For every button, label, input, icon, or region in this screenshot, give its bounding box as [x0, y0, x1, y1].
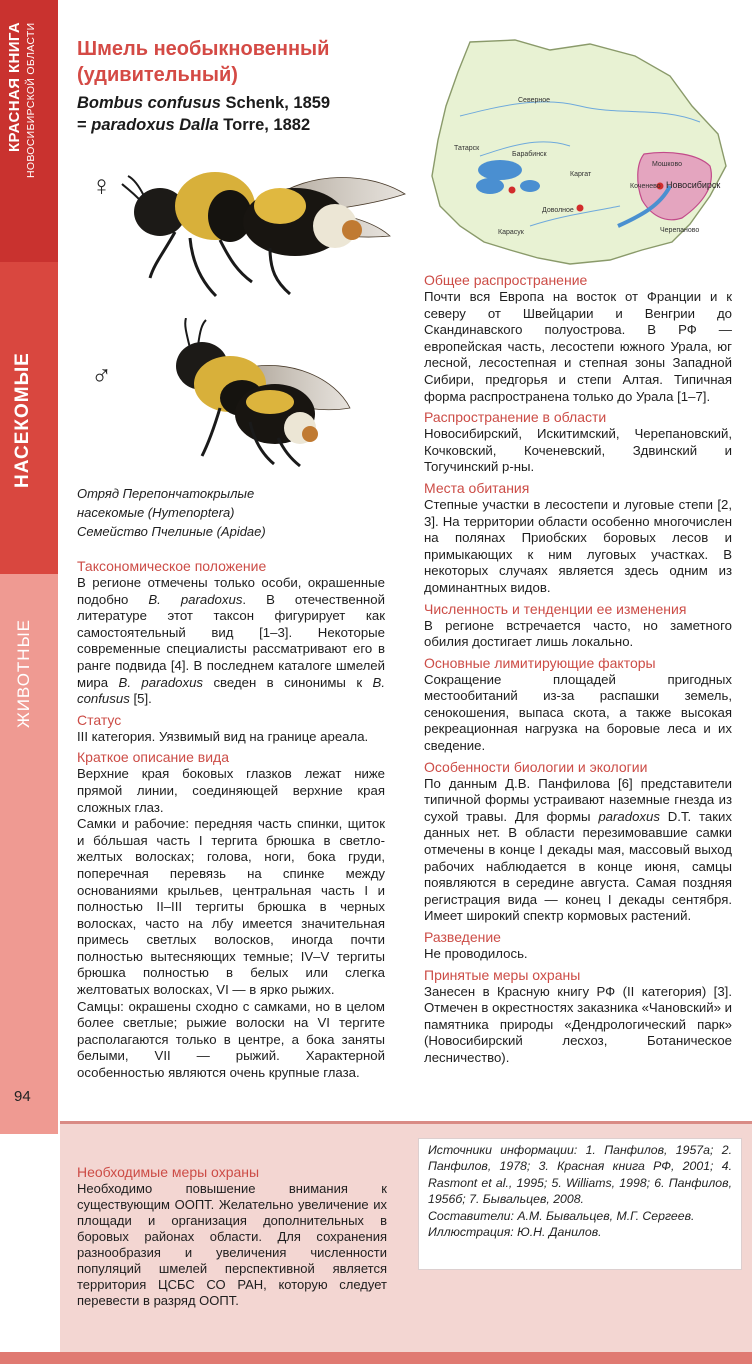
species-title-line2: (удивительный) [77, 64, 238, 86]
book-title: КРАСНАЯ КНИГА [6, 21, 23, 152]
page-number: 94 [14, 1088, 31, 1105]
map-label-5: Коченево [630, 183, 661, 190]
map-label-0: Северное [518, 97, 551, 104]
population-heading: Численность и тенденции ее изменения [424, 600, 687, 617]
taxonomy-order-latin: насекомые (Hymenoptera) [77, 505, 235, 520]
needed-heading: Необходимые меры охраны [77, 1164, 260, 1180]
distribution-heading: Общее распространение [424, 272, 588, 288]
needed-measures [77, 1160, 387, 1309]
species-title-line1: Шмель необыкновенный [77, 38, 330, 60]
category-label: ЖИВОТНЫЕ [14, 619, 33, 728]
latin-author: Schenk, 1859 [225, 94, 331, 112]
description-heading: Краткое описание вида [77, 749, 229, 766]
factors-text: Сокращение площадей пригодных местообитаний из-за распашки земель, сенокошения, выпаса скота, а также высокая рекреационная нагрузка на боровые леса и их сведение. [424, 671, 732, 754]
species-title [77, 36, 417, 88]
map-label-6: Новосибирск [666, 180, 721, 190]
synonym-prefix: = [77, 116, 92, 134]
right-column [424, 268, 732, 1067]
taxonomy-block [77, 484, 387, 541]
population-text: В регионе встречается часто, но заметного обилия достигает лишь локально. [424, 617, 732, 650]
taxonomy-order: Отряд Перепончатокрылые [77, 486, 255, 501]
description-p2: Самки и рабочие: передняя часть спинки, щиток и бóльшая часть I тергита брюшка в светло-желтых волосках; голова, ноги, бока груди, поперечная перевязь на спинке между основаниями крыльев, центральная часть I и полностью II–III тергиты брюшка в черных волосках, часто на лбу имеется значительная примесь светлых волосков, иногда почти полностью вытесняющих темные; IV–V тергиты брюшка полностью в белых или слегка желтоватых волосках, VI — в ярко рыжих. [77, 816, 385, 998]
breeding-heading: Разведение [424, 929, 501, 945]
map-label-1: Татарск [454, 145, 480, 152]
region-heading: Распространение в области [424, 409, 607, 426]
sources-list: Источники информации: 1. Панфилов, 1957а; 2. Панфилов, 1978; 3. Красная книга РФ, 2001; 4. Rasmont et al., 1995; 5. Williams, 1998; 6. Панфилов, 1956б; 7. Бывальцев, 2008. [428, 1143, 732, 1207]
distribution-map [420, 36, 732, 270]
section-label: НАСЕКОМЫЕ [12, 352, 33, 488]
female-symbol: ♀ [91, 170, 112, 201]
description-p3: Самцы: окрашены сходно с самками, но в целом более светлые; рыжие волоски на VI тергите располагаются только в центре, а бока заняты белыми, VII — рыжий. Характерной особенностью являются очень крупные глаза. [77, 998, 385, 1081]
region-text: Новосибирский, Искитимский, Черепановский, Кочковский, Коченевский, Здвинский и Тогучинский р-ны. [424, 426, 732, 475]
distribution-text: Почти вся Европа на восток от Франции и к северу от Швейцарии и Венгрии до Скандинавского полуострова. В РФ — европейская часть, лесостепи южного Урала, юг лесной, лесостепная и степная зоны Западной Сибири, предгорья и степи Алтая. Типичная форма распространена только до Урала [1–7]. [424, 289, 732, 404]
sources-text-block [428, 1142, 732, 1240]
map-label-9: Черепаново [660, 227, 700, 234]
map-label-4: Мошково [652, 161, 682, 168]
map-label-3: Каргат [570, 171, 592, 178]
measures-text: Занесен в Красную книгу РФ (II категория) [3]. Отмечен в окрестностях заказника «Чановский» и памятника природы «Дендрологический парк» (Новосибирский лесхоз, Ботаническое лесничество). [424, 983, 732, 1065]
map-label-8: Карасук [498, 229, 524, 236]
taxonomy-family: Семейство Пчелиные (Apidae) [77, 524, 266, 539]
biology-text: По данным Д.В. Панфилова [6] представители типичной формы устраивают наземные гнезда из сухой травы. Для формы paradoxus D.T. таких данных нет. В области перезимовавшие самки отмечены в конце I декады мая, массовый выход рабочих наблюдается в конце июня, самцы появляются в середине августа. Самая поздняя регистрация вида — конец I декады сентября. Имеет широкий спектр кормовых растений. [424, 775, 732, 924]
compilers: Составители: А.М. Бывальцев, М.Г. Сергеев. [428, 1208, 695, 1223]
synonym-author: Torre, 1882 [223, 116, 311, 134]
map-label-2: Барабинск [512, 151, 547, 158]
status-heading: Статус [77, 711, 122, 728]
latin-name [77, 92, 417, 136]
male-symbol: ♂ [91, 360, 112, 391]
status-text: III категория. Уязвимый вид на границе ареала. [77, 728, 369, 744]
illustration-credit: Иллюстрация: Ю.Н. Данилов. [428, 1225, 602, 1240]
measures-heading: Принятые меры охраны [424, 966, 581, 983]
footer-bar [0, 1352, 752, 1364]
latin-binomial: Bombus confusus [77, 94, 221, 112]
book-subtitle: НОВОСИБИРСКОЙ ОБЛАСТИ [25, 22, 37, 178]
male-bee-illustration [150, 318, 355, 468]
habitat-text: Степные участки в лесостепи и луговые степи [2, 3]. На территории области особенно многочислен на полянах Приобских боровых лесов и примыкающих к ним луговых участках. В некоторых случаях является здесь одним из доминантных видов. [424, 496, 732, 595]
description-p1: Верхние края боковых глазков лежат ниже прямой линии, соединяющей верхние края сложных глаз. [77, 766, 385, 815]
habitat-heading: Места обитания [424, 479, 530, 496]
female-bee-illustration [120, 160, 420, 300]
band-bottom [0, 1134, 58, 1364]
taxonomic-heading: Таксономическое положение [77, 558, 267, 574]
map-label-7: Доволное [542, 207, 574, 214]
needed-text: Необходимо повышение внимания к существующим ООПТ. Желательно увеличение их площади и организация дополнительных в боровых районах области. Для сохранения разнообразия и увеличения численности популяций шмелей перспективной является территория ЦСБС СО РАН, которую следует перевести в разряд ООПТ. [77, 1181, 387, 1308]
biology-heading: Особенности биологии и экологии [424, 758, 648, 775]
side-band [0, 0, 58, 1364]
breeding-text: Не проводилось. [424, 946, 528, 961]
synonym-name: paradoxus Dalla [91, 116, 219, 134]
taxonomic-text: В регионе отмечены только особи, окрашенные подобно B. paradoxus. В отечественной литературе этот таксон фигурирует как самостоятельный вид [1–3]. Некоторые современные специалисты рассматривают его в ранге подвида [4]. В последнем каталоге шмелей мира B. paradoxus сведен в синонимы к B. confusus [5]. [77, 575, 385, 707]
factors-heading: Основные лимитирующие факторы [424, 654, 656, 671]
left-column [77, 554, 385, 1082]
